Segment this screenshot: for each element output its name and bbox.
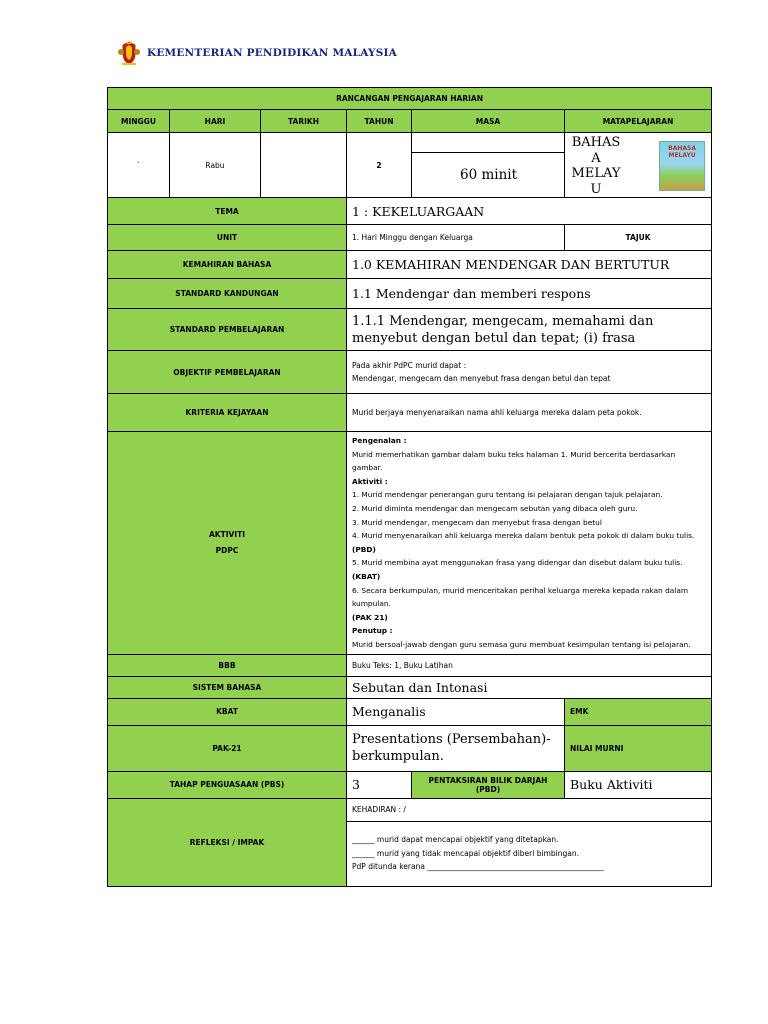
- aktiviti-step-6: 6. Secara berkumpulan, murid menceritakan perihal keluarga mereka kepada rakan dalam kumpulan.: [352, 585, 689, 609]
- subject-cell: [565, 133, 712, 198]
- textbook-cover-image: [659, 141, 705, 191]
- tahap-value: 3: [347, 771, 412, 798]
- objektif-cell: [347, 351, 712, 394]
- aktiviti-step-5-text: 5. Murid membina ayat menggunakan frasa yang didengar dan disebut dalam buku tulis.: [352, 558, 683, 568]
- penutup-heading: Penutup :: [352, 626, 393, 636]
- kriteria-label: KRITERIA KEJAYAAN: [108, 394, 347, 432]
- refleksi-label: REFLEKSI / IMPAK: [108, 798, 347, 886]
- bbb-value: Buku Teks: 1, Buku Latihan: [347, 654, 712, 676]
- tema-label: TEMA: [108, 198, 347, 225]
- aktiviti-step-4-text: 4. Murid menyenaraikan ahli keluarga mereka dalam bentuk peta pokok di dalam buku tulis.: [352, 531, 695, 541]
- emk-label: EMK: [565, 698, 712, 725]
- tahun-value: 2: [347, 133, 412, 198]
- sp-value: 1.1.1 Mendengar, mengecam, memahami dan menyebut dengan betul dan tepat; (i) frasa: [347, 309, 712, 351]
- kemahiran-label: KEMAHIRAN BAHASA: [108, 251, 347, 279]
- unit-value: 1. Hari Minggu dengan Keluarga: [347, 225, 565, 251]
- kehadiran-value: KEHADIRAN : /: [347, 798, 712, 821]
- pak21-label: PAK-21: [108, 725, 347, 771]
- sistem-bahasa-value: Sebutan dan Intonasi: [347, 676, 712, 698]
- pak21-value: Presentations (Persembahan)- berkumpulan.: [347, 725, 565, 771]
- aktiviti-step-3: 3. Murid mendengar, mengecam dan menyebut frasa dengan betul: [352, 517, 602, 527]
- aktiviti-label-cell: [108, 432, 347, 655]
- aktiviti-content: [347, 432, 712, 655]
- refleksi-line-2: ______ murid yang tidak mencapai objektif diberi bimbingan.: [352, 848, 579, 858]
- textbook-cover-title: BAHASA MELAYU: [668, 145, 696, 159]
- lesson-plan-table: [107, 87, 712, 887]
- col-header-masa: MASA: [412, 110, 565, 133]
- pengenalan-text: Murid memerhatikan gambar dalam buku teks halaman 1. Murid bercerita berdasarkan gambar.: [352, 449, 676, 473]
- tahap-label: TAHAP PENGUASAAN (PBS): [108, 771, 347, 798]
- kbat-tag: (KBAT): [352, 571, 381, 581]
- aktiviti-label: AKTIVITI: [208, 529, 246, 539]
- pak21-tag: (PAK 21): [352, 612, 388, 622]
- unit-label: UNIT: [108, 225, 347, 251]
- col-header-tarikh: TARIKH: [261, 110, 347, 133]
- masa-value: 60 minit: [460, 167, 518, 183]
- aktiviti-step-4: [352, 529, 706, 556]
- kbat-value: Menganalis: [347, 698, 565, 725]
- sistem-bahasa-label: SISTEM BAHASA: [108, 676, 347, 698]
- aktiviti-heading: Aktiviti :: [352, 476, 388, 486]
- table-title: RANCANGAN PENGAJARAN HARIAN: [108, 88, 712, 110]
- sp-label: STANDARD PEMBELAJARAN: [108, 309, 347, 351]
- masa-blank: [412, 133, 564, 153]
- objektif-line1: Pada akhir PdPC murid dapat :: [352, 361, 467, 370]
- refleksi-content: [347, 821, 712, 886]
- col-header-matapelajaran: MATAPELAJARAN: [565, 110, 712, 133]
- page-header: [117, 40, 397, 66]
- minggu-value: `: [108, 133, 170, 198]
- col-header-minggu: MINGGU: [108, 110, 170, 133]
- aktiviti-step-2: 2. Murid diminta mendengar dan mengecam sebutan yang dibaca oleh guru.: [352, 503, 638, 513]
- kriteria-value: Murid berjaya menyenaraikan nama ahli keluarga mereka dalam peta pokok.: [347, 394, 712, 432]
- masa-cell: [412, 133, 565, 198]
- sk-value: 1.1 Mendengar dan memberi respons: [347, 279, 712, 309]
- tajuk-label: TAJUK: [565, 225, 712, 251]
- kemahiran-value: 1.0 KEMAHIRAN MENDENGAR DAN BERTUTUR: [347, 251, 712, 279]
- coat-of-arms-icon: [117, 40, 141, 66]
- ministry-name: KEMENTERIAN PENDIDIKAN MALAYSIA: [147, 47, 397, 59]
- pdpc-label: PDPC: [215, 545, 239, 555]
- hari-value: Rabu: [170, 133, 261, 198]
- subject-value: BAHAS A MELAY U: [571, 135, 621, 197]
- pengenalan-heading: Pengenalan :: [352, 436, 407, 445]
- penutup-text: Murid bersoal-jawab dengan guru semasa guru membuat kesimpulan tentang isi pelajaran.: [352, 639, 691, 649]
- sk-label: STANDARD KANDUNGAN: [108, 279, 347, 309]
- kbat-label: KBAT: [108, 698, 347, 725]
- pbd-tag: (PBD): [352, 544, 376, 554]
- pbd-value: Buku Aktiviti: [565, 771, 712, 798]
- refleksi-line-1: ______ murid dapat mencapai objektif yang ditetapkan.: [352, 835, 559, 845]
- tema-value: 1 : KEKELUARGAAN: [347, 198, 712, 225]
- bbb-label: BBB: [108, 654, 347, 676]
- col-header-hari: HARI: [170, 110, 261, 133]
- aktiviti-step-5: [352, 556, 706, 583]
- objektif-line2: Mendengar, mengecam dan menyebut frasa dengan betul dan tepat: [352, 374, 611, 383]
- tarikh-value: [261, 133, 347, 198]
- aktiviti-step-1: 1. Murid mendengar penerangan guru tentang isi pelajaran dengan tajuk pelajaran.: [352, 490, 663, 500]
- objektif-label: OBJEKTIF PEMBELAJARAN: [108, 351, 347, 394]
- col-header-tahun: TAHUN: [347, 110, 412, 133]
- refleksi-line-3: PdP ditunda kerana _______________________________________________: [352, 862, 604, 872]
- nilai-murni-label: NILAI MURNI: [565, 725, 712, 771]
- pbd-label: PENTAKSIRAN BILIK DARJAH (PBD): [412, 771, 565, 798]
